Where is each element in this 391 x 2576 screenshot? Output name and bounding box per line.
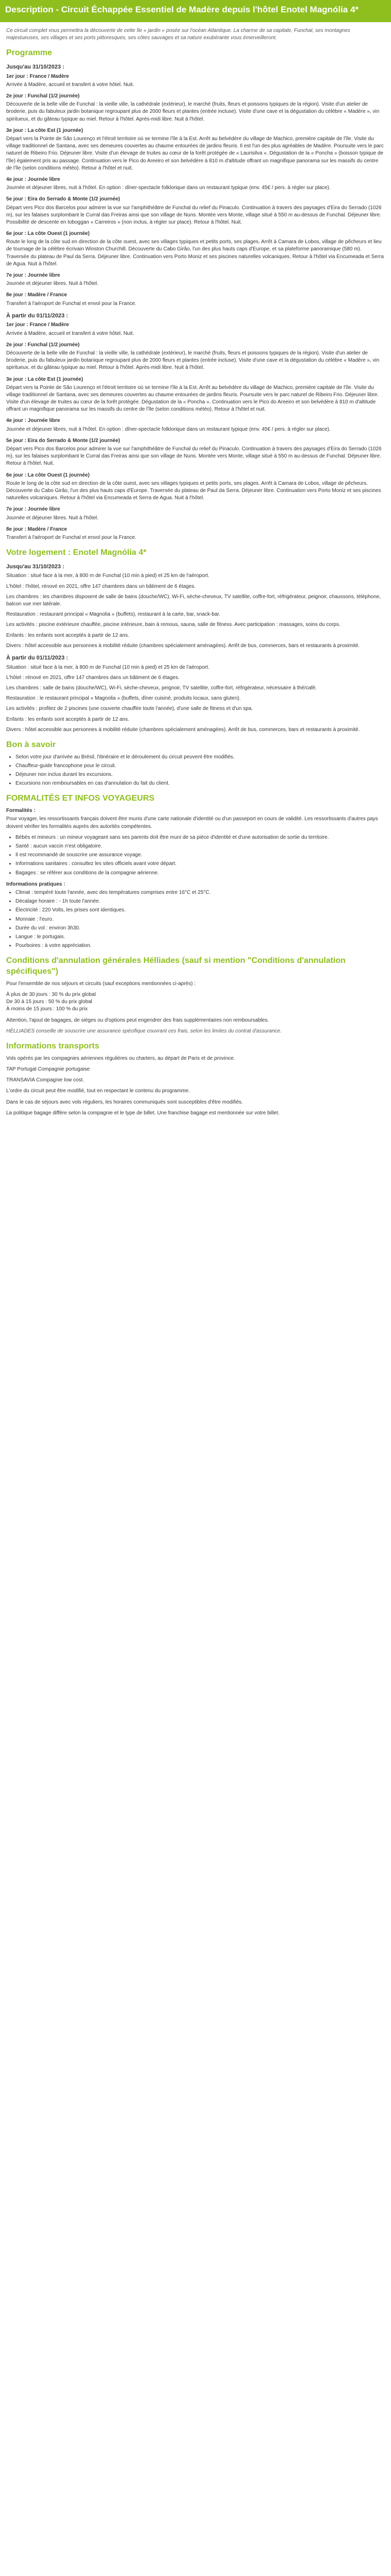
list-item: • Pourboires : à votre appréciation. xyxy=(15,942,385,950)
day-title: 3e jour : La côte Est (1 journée) xyxy=(6,376,83,382)
transport-text: Vols opérés par les compagnies aériennes régulières ou charters, au départ de Paris et de province. xyxy=(6,1055,235,1061)
cancellation-line: De 30 à 15 jours : 50 % du prix global xyxy=(6,999,92,1005)
list-item: • Selon votre jour d'arrivée au Brésil, l'itinéraire et le déroulement du circuit peuvent être modifiés. xyxy=(15,754,385,761)
day-text: Découverte de la belle ville de Funchal : la vieille ville, la cathédrale (extérieur), le marché (fruits, fleurs et poissons typiques de la région). Visite d'un atelier de broderie, puis du fabuleux jardin botanique regroupant plus de 2000 fleurs et plantes (entrée incluse). Visite d'une cave et la dégustation du célèbre « Madère », vin spiritueux, et du gâteau typique au miel. Retour à l'hôtel. Après-midi libre. Nuit à l'hôtel. xyxy=(6,350,380,371)
day-title: 5e jour : Eira do Serrado & Monte (1/2 journée) xyxy=(6,196,120,202)
cancellation-text: Pour l'ensemble de nos séjours et circuits (sauf exceptions mentionnées ci-après) : xyxy=(6,980,196,987)
list-item: • Bébés et mineurs : un mineur voyageant sans ses parents doit être muni de sa pièce d'identité et d'une autorisation de sortie du territoire. xyxy=(15,834,385,841)
programme-heading: Programme xyxy=(6,48,52,58)
cancellation-line: À moins de 15 jours : 100 % du prix xyxy=(6,1006,88,1012)
day-title: 8e jour : Madère / France xyxy=(6,526,67,532)
day-text: Départ vers Pico dos Barcelos pour admirer la vue sur l'amphithéâtre de Funchal du relief du Pinaculo. Continuation à travers des paysages d'Eira do Serrado (1026 m), sur les falaises surplombant le Curral das Freiras ainsi que son village de Nuns. Montée vers Monte, village situé à 550 m au-dessus de Funchal. Déjeuner libre. Retour à l'hôtel. Nuit. xyxy=(6,446,382,467)
day-text: Transfert à l'aéroport de Funchal et envol pour la France. xyxy=(6,300,137,307)
good-to-know-list xyxy=(6,754,385,788)
hero-banner xyxy=(0,0,391,22)
hotel-restaurant: Restauration : restaurant principal « Magnolia » (buffets), restaurant à la carte, bar, snack-bar. xyxy=(6,612,221,618)
good-to-know-heading: Bon à savoir xyxy=(6,740,56,749)
hotel-restaurant: Restauration : le restaurant principal « Magnolia » (buffets, dîner cuisiné, produits locaux, sans gluten). xyxy=(6,696,241,702)
day-text: Route le long de la côte sud en direction de la côte ouest, avec ses villages typiques et petits ports, ses plages. Arrêt à Camara de Lobos, village de pêcheurs et lieu de tournage de la célèbre écrivain Winston Churchill. Découverte du Cabo Girão, l'un des plus hauts caps d'Europe, et sa plateforme panoramique (580 m). Traversée du plateau de Paul da Serra. Déjeuner libre. Continuation vers Porto Moniz et ses piscines naturelles volcaniques. Retour à l'hôtel via Encumeada et Serra de Agua. Nuit à l'hôtel. xyxy=(6,239,384,267)
hotel-children: Enfants : les enfants sont acceptés à partir de 12 ans. xyxy=(6,632,129,638)
day-title: 5e jour : Eira do Serrado & Monte (1/2 journée) xyxy=(6,437,120,444)
transport-text: Dans le cas de séjours avec vols réguliers, les horaires communiqués sont susceptibles d'être modifiés. xyxy=(6,1099,243,1105)
hotel-children: Enfants : les enfants sont acceptés à partir de 12 ans. xyxy=(6,716,129,722)
hotel-misc: Divers : hôtel accessible aux personnes à mobilité réduite (chambres spécialement aménagées). Arrêt de bus, commerces, bars et restaurants à proximité. xyxy=(6,726,360,733)
practical-info-heading: Informations pratiques : xyxy=(6,881,66,887)
cancellation-text: Attention, l'ajout de bagages, de sièges ou d'options peut engendrer des frais supplémentaires non remboursables. xyxy=(6,1017,269,1023)
day-text: Départ vers la Pointe de São Lourenço et l'étroit territoire où se termine l'île à la Est. Arrêt au belvédère du village de Machico, première capitale de l'île. Visite du village traditionnel de Santana, avec ses demeures couvertes au chaume entourées de jardins fleuris. Il est l'un des plus agréables de Madère. Poursuite vers le parc naturel de Ribeiro Frio. Déjeuner libre. Visite d'un élevage de truites au cœur de la forêt protégée de « Laurisilva ». Dégustation de la « Poncha » (boisson typique de l'île) également pris au passage. Continuation vers le Pico do Areeiro et son belvédère à 810 m d'altitude offrant un magnifique panorama sur les massifs du centre de l'île (selon conditions météo). Retour à l'hôtel et nuit. xyxy=(6,136,384,171)
hotel-misc: Divers : hôtel accessible aux personnes à mobilité réduite (chambres spécialement aménagées). Arrêt de bus, commerces, bars et restaurants à proximité. xyxy=(6,642,360,649)
day-title: 3e jour : La côte Est (1 journée) xyxy=(6,127,83,133)
formalities-subheading: Formalités : xyxy=(6,808,36,814)
hotel-rooms: Les chambres : salle de bains (douche/WC), Wi-Fi, sèche-cheveux, peignoir, TV satellite, coffre-fort, réfrigérateur, nécessaire à thé/café. xyxy=(6,685,317,691)
hotel-activities: Les activités : profitez de 2 piscines (une couverte chauffée toute l'année), d'une salle de fitness et d'un spa. xyxy=(6,706,253,712)
hotel-dates: Jusqu'au 31/10/2023 : xyxy=(6,563,64,570)
list-item: • Électricité : 220 Volts, les prises sont identiques. xyxy=(15,907,385,914)
hotel-block-2 xyxy=(6,654,385,734)
transport-text: L'ordre du circuit peut être modifié, tout en respectant le contenu du programme. xyxy=(6,1088,190,1094)
list-item: • Déjeuner non inclus durant les excursions. xyxy=(15,771,385,778)
list-item: • Langue : le portugais. xyxy=(15,934,385,941)
day-title: 7e jour : Journée libre xyxy=(6,506,60,513)
day-text: Journée et déjeuner libres, nuit à l'hôtel. En option : dîner-spectacle folklorique dans un restaurant typique (env. 45€ / pers. à régler sur place). xyxy=(6,426,331,432)
list-item: • Monnaie : l'euro. xyxy=(15,916,385,923)
transport-airline: TRANSAVIA Compagnie low cost. xyxy=(6,1077,84,1083)
intro-text: Ce circuit complet vous permettra la découverte de cette île « jardin » posée sur l'océan Atlantique. La charme de sa capitale, Funchal, ses montagnes majestueuses, ses villages et ses ports pittoresques, ses côtes sauvages et sa nature exubérante vous émerveilleront. xyxy=(6,27,350,41)
main-content xyxy=(0,22,391,1117)
day-text: Arrivée à Madère, accueil et transfert à votre hôtel. Nuit. xyxy=(6,81,134,88)
hotel-heading: Votre logement : Enotel Magnólia 4* xyxy=(6,548,146,557)
day-title: 2e jour : Funchal (1/2 journée) xyxy=(6,342,80,348)
list-item: • Santé : aucun vaccin n'est obligatoire. xyxy=(15,843,385,850)
day-title: 4e jour : Journée libre xyxy=(6,176,60,182)
programme-block-2 xyxy=(6,312,385,541)
hotel-situation: Situation : situé face à la mer, à 800 m de Funchal (10 min à pied) et 25 km de l'aéroport. xyxy=(6,664,209,670)
transport-heading: Informations transports xyxy=(6,1041,100,1050)
day-text: Journée et déjeuner libres, nuit à l'hôtel. En option : dîner-spectacle folklorique dans un restaurant typique (env. 45€ / pers. à régler sur place). xyxy=(6,185,331,191)
cancellation-heading: Conditions d'annulation générales Hélliades (sauf si mention "Conditions d'annulation spécifiques") xyxy=(6,956,346,976)
day-text: Découverte de la belle ville de Funchal : la vieille ville, la cathédrale (extérieur), le marché (fruits, fleurs et poissons typiques de la région). Visite d'un atelier de broderie, puis du fabuleux jardin botanique regroupant plus de 2000 fleurs et plantes (entrée incluse). Visite d'une cave et la dégustation du célèbre « Madère », vin spiritueux, et du gâteau typique au miel. Retour à l'hôtel. Après-midi libre. Nuit à l'hôtel. xyxy=(6,101,380,122)
day-title: 7e jour : Journée libre xyxy=(6,273,60,279)
formalities-text: Pour voyager, les ressortissants français doivent être munis d'une carte nationale d'identité ou d'un passeport en cours de validité. Les ressortissants d'autres pays doivent vérifier les formalités auprès des autorités compétentes. xyxy=(6,816,378,829)
programme-block-1 xyxy=(6,63,385,308)
list-item: • Excursions non remboursables en cas d'annulation du fait du client. xyxy=(15,780,385,787)
hotel-activities: Les activités : piscine extérieure chauffée, piscine intérieure, bain à remous, sauna, salle de fitness. Avec participation : massages, soins du corps. xyxy=(6,622,340,628)
practical-info-list xyxy=(6,889,385,950)
list-item: • Informations sanitaires : consultez les sites officiels avant votre départ. xyxy=(15,860,385,868)
cancellation-note: HÉLLIADES conseille de souscrire une assurance spécifique couvrant ces frais, selon les limites du contrat d'assurance. xyxy=(6,1028,282,1034)
hotel-block-1 xyxy=(6,563,385,650)
day-title: 1er jour : France / Madère xyxy=(6,73,69,79)
cancellation-line: À plus de 30 jours : 30 % du prix global xyxy=(6,992,96,998)
hotel-situation: Situation : situé face à la mer, à 800 m de Funchal (10 min à pied) et 25 km de l'aéroport. xyxy=(6,573,209,579)
list-item: • Chauffeur-guide francophone pour le circuit. xyxy=(15,762,385,770)
list-item: • Durée du vol : environ 3h30. xyxy=(15,925,385,932)
formalities-heading: FORMALITÉS ET INFOS VOYAGEURS xyxy=(6,794,155,803)
transport-airline: TAP Portugal Compagnie portugaise xyxy=(6,1066,90,1072)
day-title: 4e jour : Journée libre xyxy=(6,418,60,424)
day-text: Départ vers la Pointe de São Lourenço et l'étroit territoire où se termine l'île à la Est. Arrêt au belvédère du village de Machico, première capitale de l'île. Visite du village traditionnel de Santana, avec ses demeures couvertes au chaume entourées de jardins fleuris. Poursuite vers le parc naturel de Ribeiro Frio. Déjeuner libre. Visite d'un élevage de truites au cœur de la forêt protégée. Dégustation de la « Poncha ». Continuation vers le Pico do Areeiro et son belvédère à 810 m d'altitude offrant un magnifique panorama sur les massifs du centre de l'île (selon conditions météo). Retour à l'hôtel et nuit. xyxy=(6,384,379,413)
day-title: 2e jour : Funchal (1/2 journée) xyxy=(6,93,80,99)
day-text: Départ vers Pico dos Barcelos pour admirer la vue sur l'amphithéâtre de Funchal du relief du Pinaculo. Continuation à travers des paysages d'Eira do Serrado (1026 m), sur les falaises surplombant le Curral das Freiras ainsi que son village de Nuns. Montée vers Monte, village situé à 550 m au-dessus de Funchal. Déjeuner libre. Possibilité de descente en toboggan « Carreiros » (non inclus, à régler sur place). Retour à l'hôtel. Nuit. xyxy=(6,205,382,225)
transport-text: La politique bagage diffère selon la compagnie et le type de billet. Une franchise bagage est mentionnée sur votre billet. xyxy=(6,1110,280,1116)
day-title: 6e jour : La côte Ouest (1 journée) xyxy=(6,472,90,478)
day-text: Route le long de la côte sud en direction de la côte ouest, avec ses villages typiques et petits ports, ses plages. Arrêt à Camara de Lobos, village de pêcheurs. Découverte du Cabo Girão, l'un des plus hauts caps d'Europe. Traversée du plateau de Paul da Serra. Déjeuner libre. Continuation vers Porto Moniz et ses piscines naturelles volcaniques. Retour à l'hôtel via Encumeada et Serra de Agua. Nuit à l'hôtel. xyxy=(6,480,381,501)
day-text: Journée et déjeuner libres. Nuit à l'hôtel. xyxy=(6,281,99,287)
programme-dates: À partir du 01/11/2023 : xyxy=(6,312,68,319)
programme-dates: Jusqu'au 31/10/2023 : xyxy=(6,64,64,71)
hotel-rooms: Les chambres : les chambres disposent de salle de bains (douche/WC), Wi-Fi, sèche-cheveux, TV satellite, coffre-fort, réfrigérateur, peignoir, chaussons, téléphone, balcon vue mer latérale. xyxy=(6,594,381,607)
hotel-dates: À partir du 01/11/2023 : xyxy=(6,654,68,661)
day-text: Transfert à l'aéroport de Funchal et envol pour la France. xyxy=(6,534,137,540)
list-item: • Climat : tempéré toute l'année, avec des températures comprises entre 16°C et 25°C. xyxy=(15,889,385,896)
list-item: • Bagages : se référer aux conditions de la compagnie aérienne. xyxy=(15,870,385,877)
day-title: 1er jour : France / Madère xyxy=(6,322,69,328)
day-text: Journée et déjeuner libres. Nuit à l'hôtel. xyxy=(6,515,99,521)
formalities-list xyxy=(6,834,385,877)
page-title: Description - Circuit Échappée Essentiel de Madère depuis l'hôtel Enotel Magnólia 4* xyxy=(5,5,359,14)
hotel-description: L'hôtel : l'hôtel, rénové en 2021, offre 147 chambres dans un bâtiment de 6 étages. xyxy=(6,583,196,589)
day-text: Arrivée à Madère, accueil et transfert à votre hôtel. Nuit. xyxy=(6,330,134,336)
hotel-description: L'hôtel : rénové en 2021, offre 147 chambres dans un bâtiment de 6 étages. xyxy=(6,674,180,681)
day-title: 6e jour : La côte Ouest (1 journée) xyxy=(6,231,90,237)
list-item: • Il est recommandé de souscrire une assurance voyage. xyxy=(15,852,385,859)
list-item: • Décalage horaire : - 1h toute l'année. xyxy=(15,898,385,905)
day-title: 8e jour : Madère / France xyxy=(6,292,67,298)
